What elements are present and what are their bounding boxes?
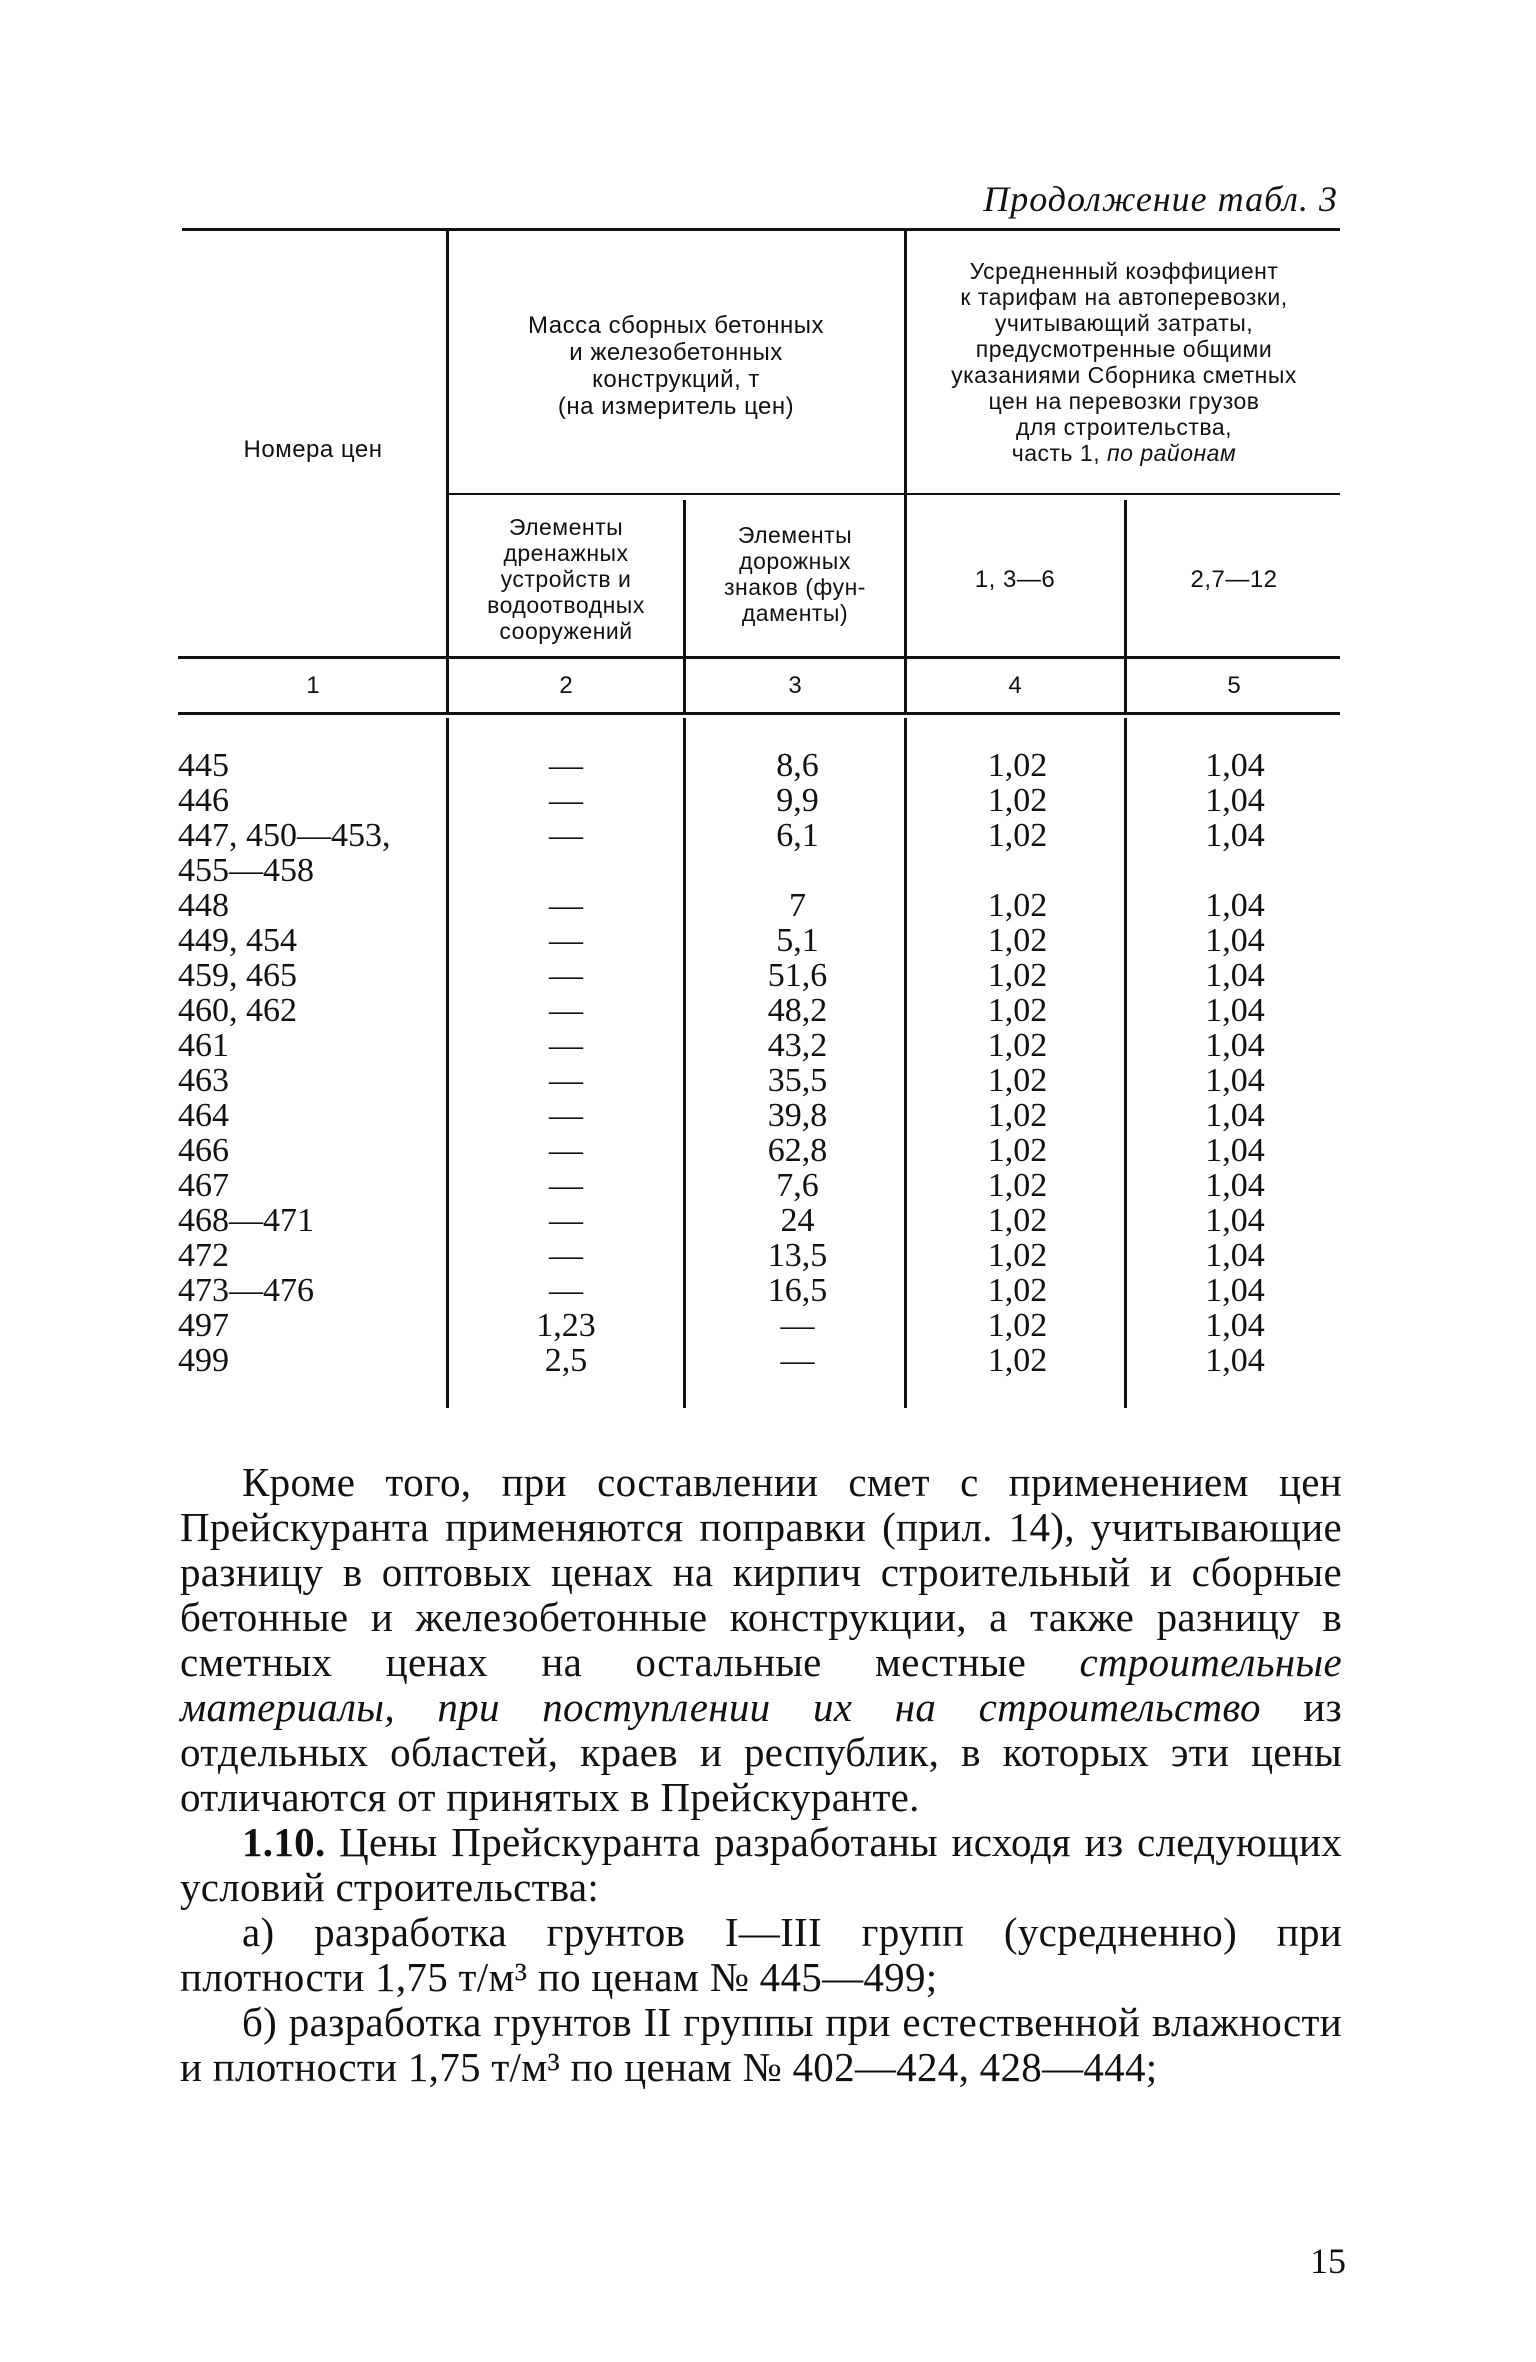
table-top-rule [182,228,1340,231]
cell-c5: 1,04 [1205,817,1265,854]
cell-c1: 497 [178,1307,229,1344]
cell-c2: — [549,957,583,994]
table-row [0,1063,1536,1098]
table-row [0,1133,1536,1168]
cell-c3: — [780,1307,815,1344]
cell-c2: — [549,782,583,819]
cell-c3: 7 [789,887,806,924]
cell-c4: 1,02 [987,1027,1048,1064]
cell-c4: 1,02 [987,1167,1048,1204]
cell-c1: 448 [178,887,229,924]
cell-c3: 13,5 [767,1237,828,1274]
header-coef-group: Усредненный коэффициент к тарифам на автоперевозки, учитывающий затраты, предусмотренные общими указаниями Сборника сметных цен на перевозки грузов для строительства, часть 1, по районам [951,258,1297,466]
paragraph-4: б) разработка грунтов II группы при естественной влажности и плотности 1,75 т/м³ по ценам № 402—424, 428—444; [180,1999,1342,2090]
cell-c5: 1,04 [1205,922,1265,959]
cell-c4: 1,02 [987,1062,1048,1099]
cell-c5: 1,04 [1205,1307,1265,1344]
cell-c5: 1,04 [1205,1342,1265,1379]
cell-c1: 468—471 [178,1202,314,1239]
header-vline-4 [1124,500,1127,715]
header-col4: 1, 3—6 [974,566,1056,593]
table-row [0,993,1536,1028]
table-row [0,888,1536,923]
cell-c2: — [549,1062,583,1099]
cell-c2: — [549,1167,583,1204]
paragraph-2: 1.10. Цены Прейскуранта разработаны исходя из следующих условий строительства: [180,1819,1342,1910]
cell-c3: 62,8 [767,1132,828,1169]
cell-c4: 1,02 [987,782,1048,819]
cell-c2: — [549,992,583,1029]
cell-c5: 1,04 [1205,1027,1265,1064]
header-sub-rule [448,493,1340,495]
cell-c3: 5,1 [776,922,819,959]
table-row [0,1028,1536,1063]
cell-c2: — [549,887,583,924]
col-number-4: 4 [1008,672,1022,699]
cell-c5: 1,04 [1205,1237,1265,1274]
col-number-1: 1 [306,672,320,699]
header-col5: 2,7—12 [1190,566,1278,593]
table-row [0,818,1536,853]
cell-c1: 446 [178,782,229,819]
table-row [0,923,1536,958]
cell-c1: 473—476 [178,1272,314,1309]
table-row [0,958,1536,993]
cell-c4: 1,02 [987,1132,1048,1169]
cell-c1: 464 [178,1097,229,1134]
cell-c4: 1,02 [987,1237,1048,1274]
cell-c1: 445 [178,747,229,784]
page-number: 15 [1310,2241,1346,2281]
cell-c1: 499 [178,1342,229,1379]
cell-c3: 48,2 [767,992,828,1029]
cell-c5: 1,04 [1205,992,1265,1029]
cell-c3: 51,6 [767,957,828,994]
cell-c5: 1,04 [1205,782,1265,819]
col-number-2: 2 [559,672,573,699]
table-row [0,748,1536,783]
cell-c5: 1,04 [1205,1097,1265,1134]
header-vline-2 [904,230,907,715]
table-row [0,1238,1536,1273]
cell-c1: 455—458 [178,852,314,889]
cell-c3: 9,9 [776,782,819,819]
cell-c4: 1,02 [987,887,1048,924]
table-row [0,783,1536,818]
col-number-3: 3 [788,672,802,699]
cell-c5: 1,04 [1205,1202,1265,1239]
cell-c4: 1,02 [987,992,1048,1029]
numbers-bottom-rule [178,712,1340,715]
table-row [0,1273,1536,1308]
cell-c3: 8,6 [776,747,819,784]
cell-c5: 1,04 [1205,887,1265,924]
cell-c1: 459, 465 [178,957,297,994]
header-mass-group: Масса сборных бетонных и железобетонных конструкций, т (на измеритель цен) [527,312,825,420]
cell-c4: 1,02 [987,1307,1048,1344]
cell-c1: 447, 450—453, [178,817,391,854]
table-row [0,1343,1536,1378]
header-col1: Номера цен [243,436,383,463]
cell-c3: 6,1 [776,817,819,854]
cell-c3: 24 [780,1202,815,1239]
paragraph-3: а) разработка грунтов I—III групп (усредненно) при плотности 1,75 т/м³ по ценам № 445—499; [180,1909,1342,2000]
cell-c3: 7,6 [776,1167,819,1204]
table-row [0,1098,1536,1133]
table-caption: Продолжение табл. 3 [983,179,1338,219]
cell-c2: — [549,1132,583,1169]
cell-c4: 1,02 [987,922,1048,959]
col-number-5: 5 [1227,672,1241,699]
cell-c3: 39,8 [767,1097,828,1134]
cell-c3: 43,2 [767,1027,828,1064]
cell-c2: — [549,1202,583,1239]
cell-c4: 1,02 [987,1272,1048,1309]
header-vline-1 [446,230,449,715]
cell-c3: 35,5 [767,1062,828,1099]
table-row [0,1308,1536,1343]
table-body [0,748,1536,1378]
cell-c5: 1,04 [1205,1272,1265,1309]
cell-c2: — [549,1272,583,1309]
cell-c5: 1,04 [1205,747,1265,784]
cell-c2: — [549,817,583,854]
paragraph-1: Кроме того, при составлении смет с применением цен Прейскуранта применяются поправки (прил. 14), учитывающие разницу в оптовых ценах на кирпич строительный и сборные бетонные и железобетонные конструкции, а также разницу в сметных ценах на остальные местные строительные материалы, при поступлении их на строительство из отдельных областей, краев и республик, в которых эти цены отличаются от принятых в Прейскуранте. [180,1459,1342,1820]
cell-c4: 1,02 [987,817,1048,854]
cell-c2: — [549,747,583,784]
cell-c4: 1,02 [987,747,1048,784]
cell-c2: — [549,922,583,959]
header-col2: Элементы дренажных устройств и водоотводных сооружений [487,514,645,644]
table-row [0,1168,1536,1203]
cell-c4: 1,02 [987,1097,1048,1134]
cell-c3: — [780,1342,815,1379]
cell-c4: 1,02 [987,957,1048,994]
table-row [0,853,1536,888]
header-bottom-rule [178,656,1340,659]
cell-c3: 16,5 [767,1272,828,1309]
cell-c2: — [549,1027,583,1064]
cell-c1: 461 [178,1027,229,1064]
cell-c4: 1,02 [987,1202,1048,1239]
cell-c5: 1,04 [1205,1167,1265,1204]
cell-c2: 1,23 [536,1307,596,1344]
body-text [180,1460,1342,2090]
header-col3: Элементы дорожных знаков (фун- даменты) [724,522,866,626]
cell-c1: 463 [178,1062,229,1099]
cell-c1: 466 [178,1132,229,1169]
cell-c1: 467 [178,1167,229,1204]
cell-c5: 1,04 [1205,1062,1265,1099]
cell-c5: 1,04 [1205,957,1265,994]
table-row [0,1203,1536,1238]
cell-c2: — [549,1097,583,1134]
cell-c1: 460, 462 [178,992,297,1029]
cell-c1: 472 [178,1237,229,1274]
cell-c4: 1,02 [987,1342,1048,1379]
cell-c5: 1,04 [1205,1132,1265,1169]
cell-c2: — [549,1237,583,1274]
cell-c2: 2,5 [544,1342,588,1379]
header-vline-3 [683,500,686,715]
cell-c1: 449, 454 [178,922,297,959]
